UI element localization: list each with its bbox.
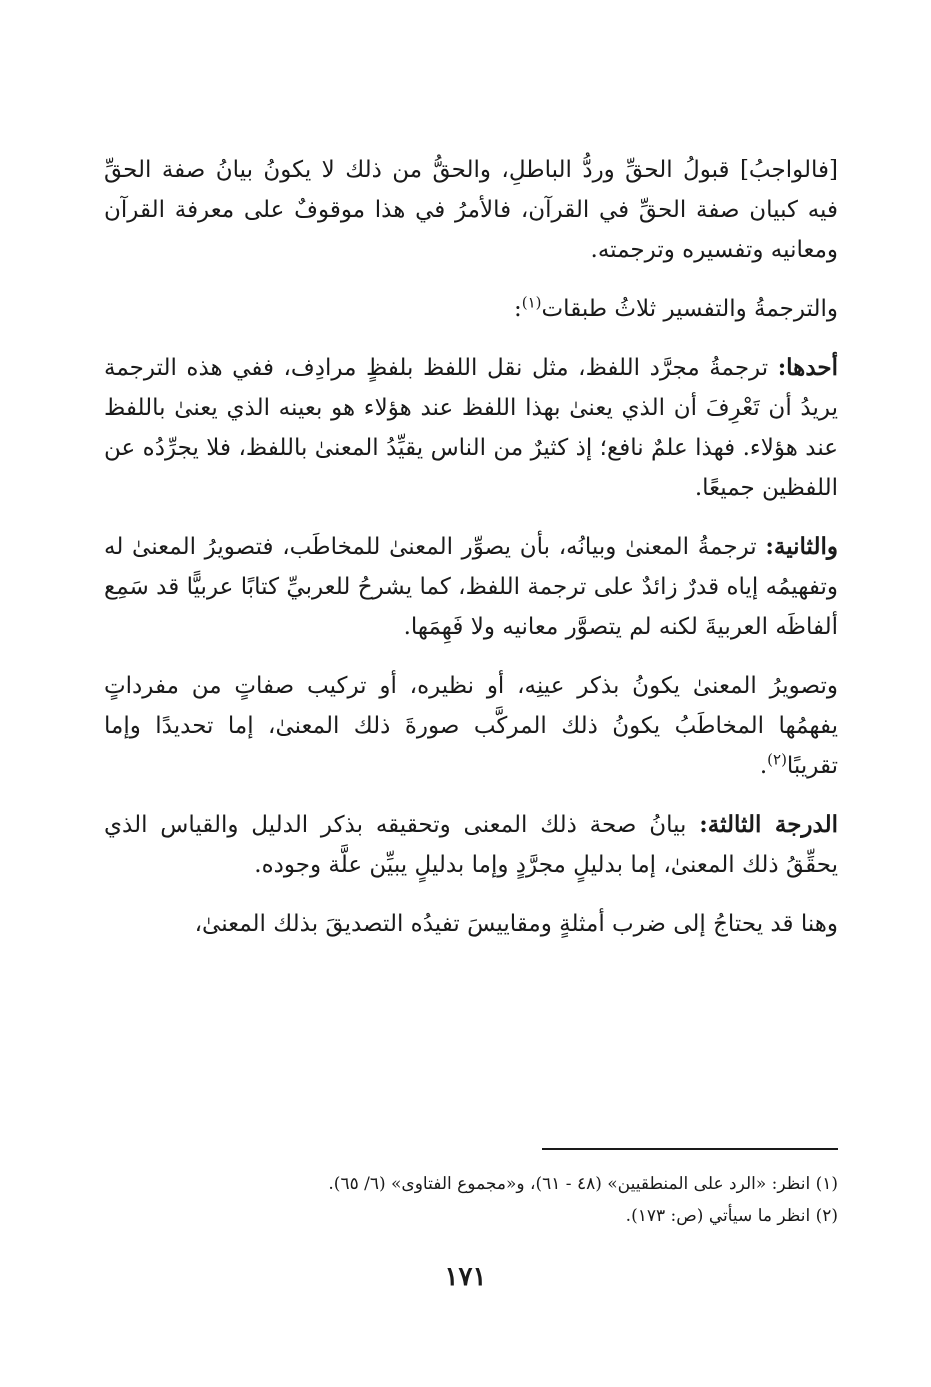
paragraph-3 (104, 348, 838, 508)
paragraph-2 (104, 289, 838, 329)
paragraph-5-end: . (759, 753, 768, 779)
footnote-divider (542, 1148, 838, 1150)
paragraph-7 (104, 904, 838, 944)
paragraph-2-end: : (514, 296, 522, 322)
footnote-ref-1: (١) (521, 293, 542, 312)
main-text (104, 150, 838, 944)
page-number: ١٧١ (444, 1262, 487, 1292)
paragraph-2-text: والترجمةُ والتفسير ثلاثُ طبقات (541, 296, 838, 322)
paragraph-3-text: ترجمةُ مجرَّد اللفظ، مثل نقل اللفظ بلفظٍ مرادِف، ففي هذه الترجمة يريدُ أن تَعْرِفَ أن الذي يعنىٰ بهذا اللفظ عند هؤلاء هو بعينه الذي يعنىٰ باللفظ عند هؤلاء. فهذا علمٌ نافع؛ إذ كثيرٌ من الناس يقيِّدُ المعنىٰ باللفظ، فلا يجرِّدُه عن اللفظين جميعًا. (104, 355, 838, 501)
paragraph-4 (104, 527, 838, 647)
footnotes (104, 1168, 838, 1232)
footnote-ref-2: (٢) (767, 750, 787, 769)
paragraph-6-lead: الدرجة الثالثة: (699, 811, 838, 838)
paragraph-1 (104, 150, 838, 270)
paragraph-5-text: وتصويرُ المعنىٰ يكونُ بذكر عينِه، أو نظيره، أو تركيب صفاتٍ من مفرداتٍ يفهمُها المخاطَبُ يكونُ ذلك المركَّب صورةَ ذلك المعنىٰ، إما تحديدًا وإما تقريبًا (104, 673, 838, 779)
footnote-2: (٢) انظر ما سيأتي (ص: ١٧٣). (625, 1206, 838, 1226)
paragraph-3-lead: أحدها: (777, 354, 838, 381)
paragraph-4-text: ترجمةُ المعنىٰ وبيانُه، بأن يصوِّر المعنىٰ للمخاطَب، فتصويرُ المعنىٰ له وتفهيمُه إياه قدرٌ زائدٌ على ترجمة اللفظ، كما يشرحُ للعربيِّ كتابًا عربيًّا قد سَمِع ألفاظَه العربيةَ لكنه لم يتصوَّر معانيه ولا فَهِمَها. (104, 534, 838, 640)
paragraph-7-text: وهنا قد يحتاجُ إلى ضرب أمثلةٍ ومقاييسَ تفيدُه التصديقَ بذلك المعنىٰ، (194, 911, 838, 937)
footnote-1: (١) انظر: «الرد على المنطقيين» (٤٨ - ٦١)، و«مجموع الفتاوى» (٦/ ٦٥). (328, 1174, 838, 1194)
paragraph-5 (104, 666, 838, 786)
paragraph-6 (104, 805, 838, 885)
paragraph-1-text: [فالواجبُ] قبولُ الحقِّ وردُّ الباطلِ، والحقُّ من ذلك لا يكونُ بيانُ صفة الحقِّ فيه كبيان صفة الحقِّ في القرآن، فالأمرُ في هذا موقوفٌ على معرفة القرآن ومعانيه وتفسيره وترجمته. (104, 157, 838, 263)
paragraph-6-text: بيانُ صحة ذلك المعنى وتحقيقه بذكر الدليل والقياس الذي يحقِّقُ ذلك المعنىٰ، إما بدليلٍ مجرَّدٍ وإما بدليلٍ يبيِّن علَّة وجوده. (104, 812, 838, 878)
paragraph-4-lead: والثانية: (765, 533, 838, 560)
